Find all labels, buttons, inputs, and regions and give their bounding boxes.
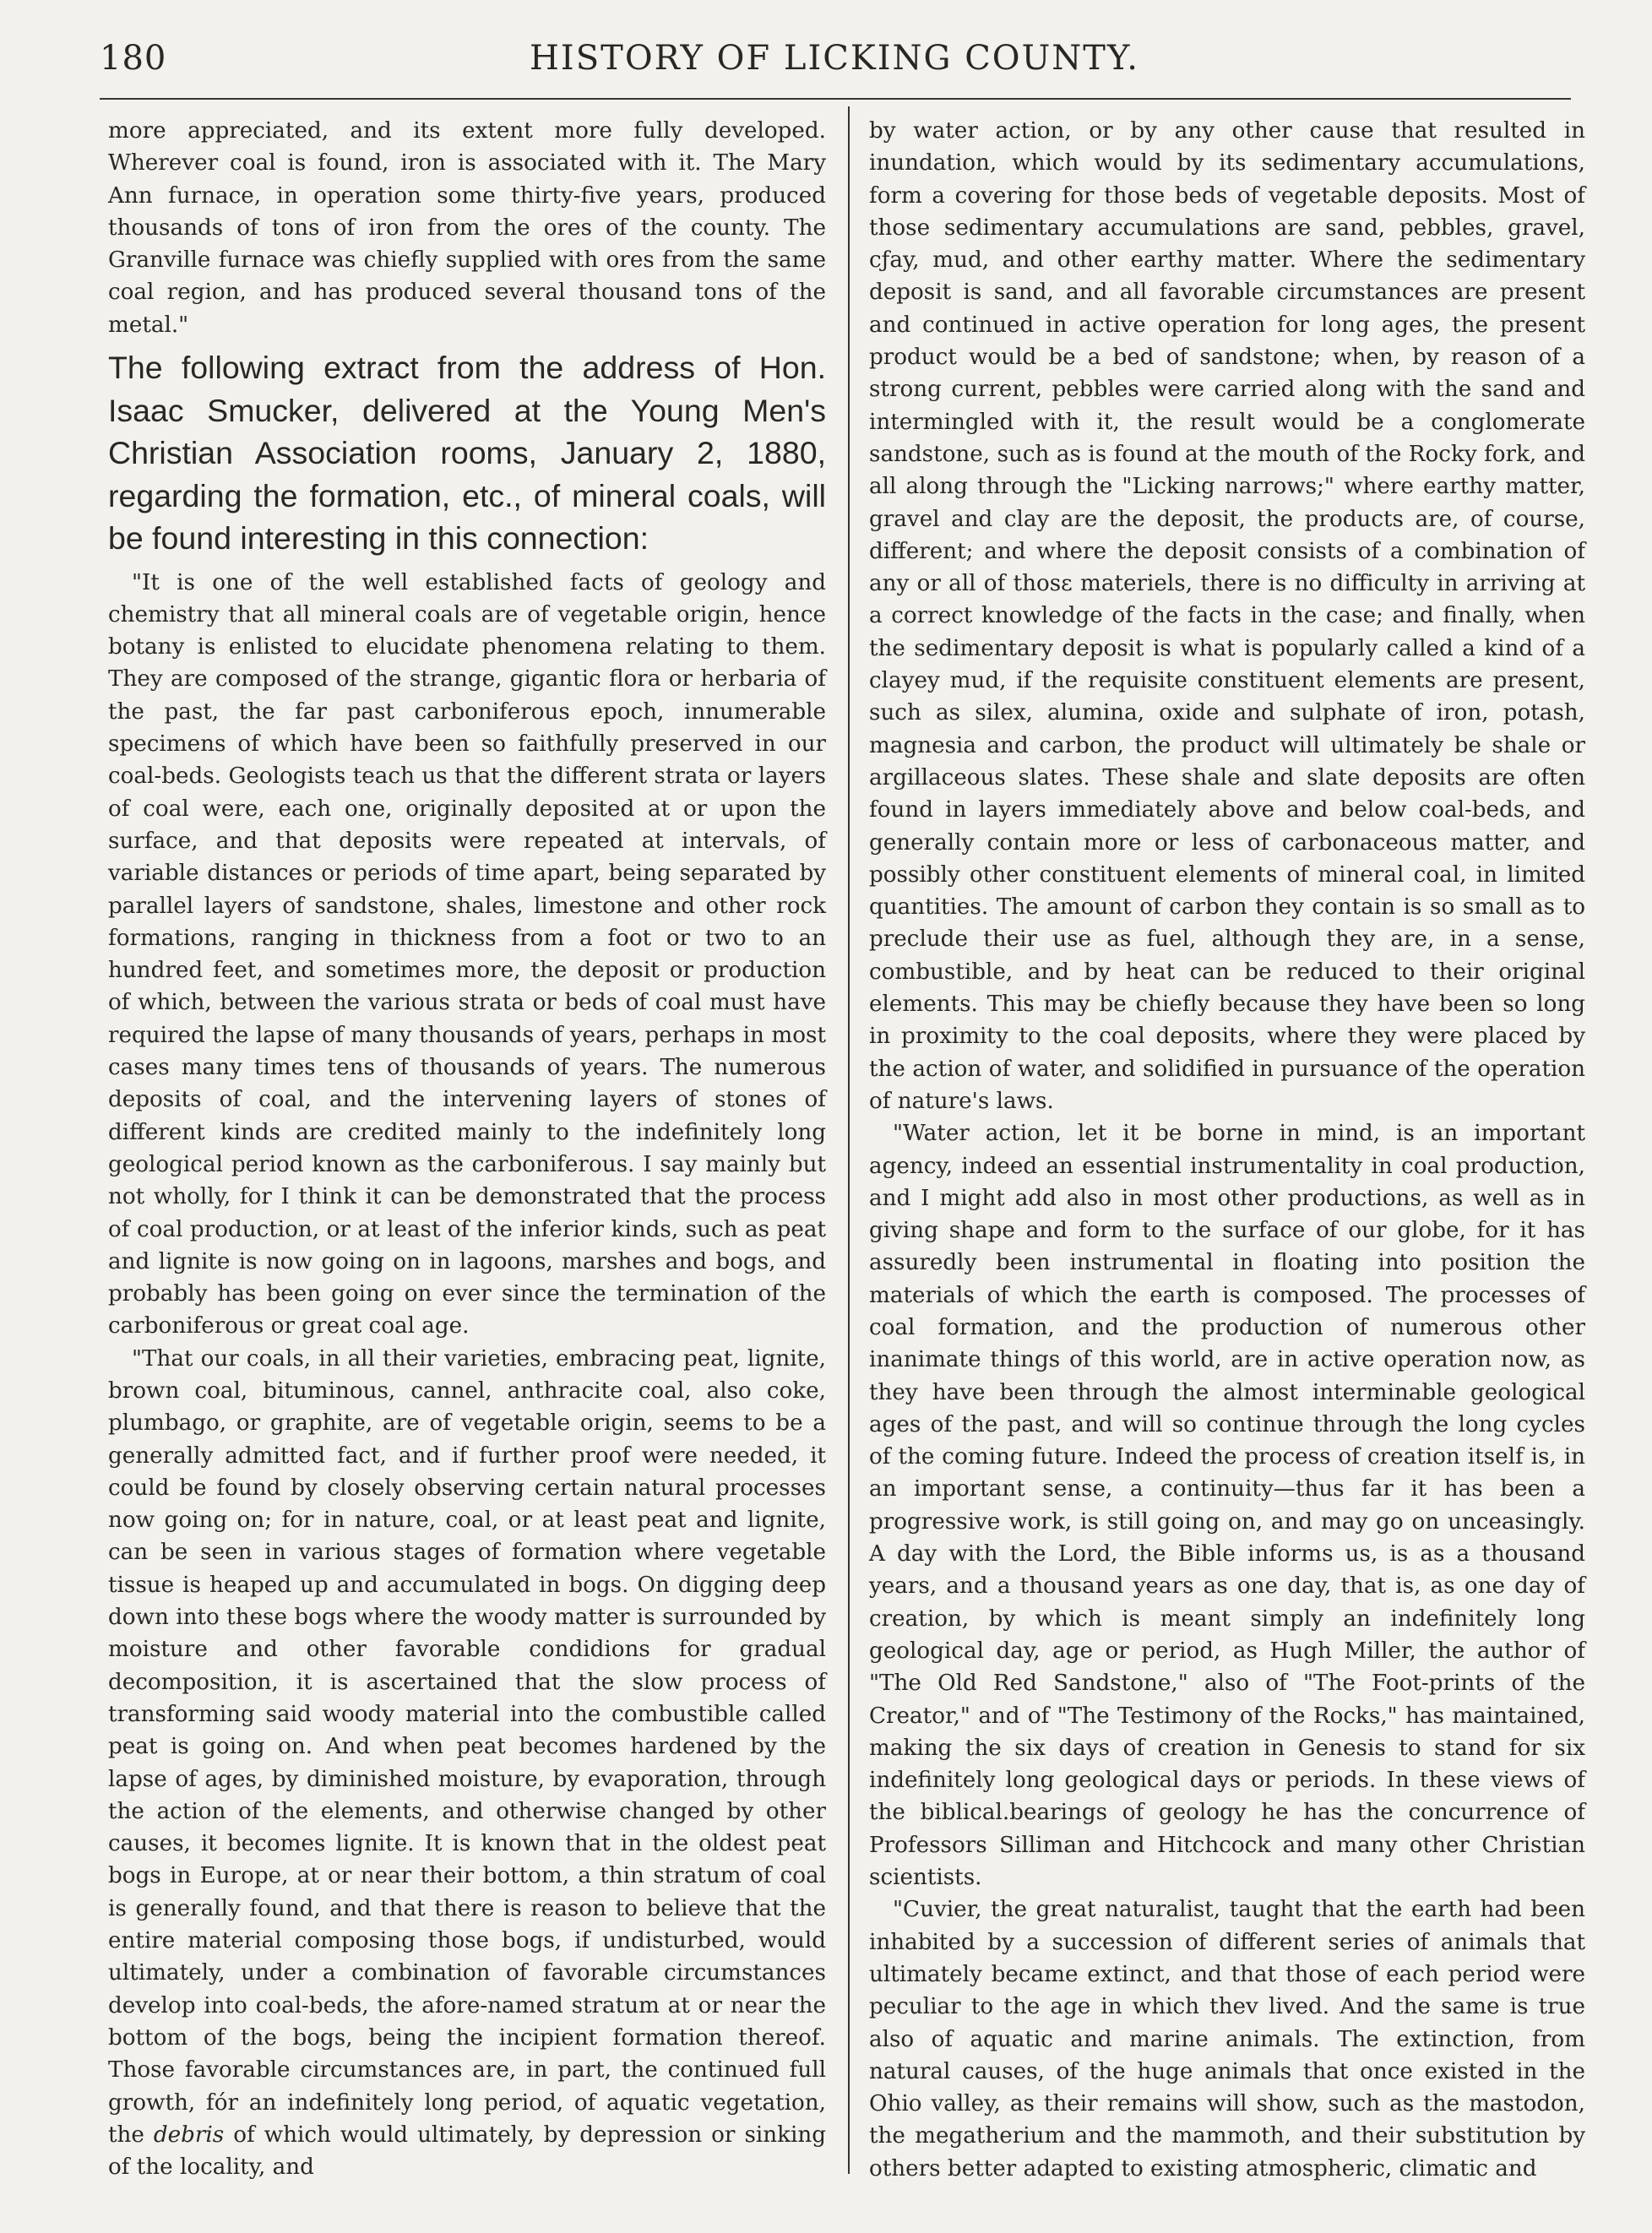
- paragraph-quote-4: "Cuvier, the great naturalist, taught that the earth had been inhabited by a succession of different series of animals that ultimately became extinct, and that those of each period were peculiar to the age in which thev lived. And the same is true also of aquatic and marine animals. The extinction, from natural causes, of the huge animals that once existed in the Ohio valley, as their remains will show, such as the mastodon, the megatherium and the mammoth, and their substitution by others better adapted to existing atmospheric, climatic and: [869, 1897, 1585, 2181]
- page-number: 180: [100, 39, 167, 78]
- italic-term: debris: [153, 2122, 225, 2148]
- paragraph-continued: more appreciated, and its extent more fully developed. Wherever coal is found, iron is associated with it. The Mary Ann furnace, in operation some thirty-five years, produced thousands of tons of iron from the ores of the county. The Granville furnace was chiefly supplied with ores from the same coal region, and has produced several thousand tons of the metal.": [108, 118, 826, 338]
- header-rule: [100, 98, 1571, 100]
- page-header: [100, 32, 1569, 91]
- left-column: [108, 115, 826, 2183]
- column-divider: [848, 106, 850, 2174]
- lead-paragraph: The following extract from the address of Hon. Isaac Smucker, delivered at the Young Men's Christian Association rooms, January 2, 1880, regarding the formation, etc., of mineral coals, will be found interesting in this connection:: [108, 350, 826, 557]
- paragraph-text: "That our coals, in all their varieties, embracing peat, lignite, brown coal, bituminous, cannel, anthracite coal, also coke, plumbago, or graphite, are of vegetable origin, seems to be a generally admitted fact, and if further proof were needed, it could be found by closely observing certain natural processes now going on; for in nature, coal, or at least peat and lignite, can be seen in various stages of formation where vegetable tissue is heaped up and accumulated in bogs. On digging deep down into these bogs where the woody matter is surrounded by moisture and other favorable condidions for gradual decomposition, it is ascertained that the slow process of transforming said woody material into the combustible called peat is going on. And when peat becomes hardened by the lapse of ages, by diminished moisture, by evaporation, through the action of the elements, and otherwise changed by other causes, it becomes lignite. It is known that in the oldest peat bogs in Europe, at or near their bottom, a thin stratum of coal is generally found, and that there is reason to believe that the entire material composing those bogs, if undisturbed, would ultimately, under a combination of favorable circumstances develop into coal-beds, the afore-named stratum at or near the bottom of the bogs, being the incipient formation thereof. Those favorable circumstances are, in part, the continued full growth, fόr an indefinitely long period, of aquatic vegetation, the: [108, 1345, 826, 2148]
- paragraph-quote-1: "It is one of the well established facts of geology and chemistry that all mineral coals are of vegetable origin, hence botany is enlisted to elucidate phenomena relating to them. They are composed of the strange, gigantic flora or herbaria of the past, the far past carboniferous epoch, innumerable specimens of which have been so faithfully preserved in our coal-beds. Geologists teach us that the different strata or layers of coal were, each one, originally deposited at or upon the surface, and that deposits were repeated at intervals, of variable distances or periods of time apart, being separated by parallel layers of sandstone, shales, limestone and other rock formations, ranging in thickness from a foot or two to an hundred feet, and sometimes more, the deposit or production of which, between the various strata or beds of coal must have required the lapse of many thousands of years, perhaps in most cases many times tens of thousands of years. The numerous deposits of coal, and the intervening layers of stones of different kinds are credited mainly to the indefinitely long geological period known as the carboniferous. I say mainly but not wholly, for I think it can be demonstrated that the process of coal production, or at least of the inferior kinds, such as peat and lignite is now going on in lagoons, marshes and bogs, and probably has been going on ever since the termination of the carboniferous or great coal age.: [108, 569, 826, 1339]
- right-column: [869, 115, 1585, 2185]
- paragraph-quote-3: "Water action, let it be borne in mind, is an important agency, indeed an essential instrumentality in coal production, and I might add also in most other productions, as well as in giving shape and form to the surface of our globe, for it has assuredly been instrumental in floating into position the materials of which the earth is composed. The processes of coal formation, and the production of numerous other inanimate things of this world, are in active operation now, as they have been through the almost interminable geological ages of the past, and will so continue through the long cycles of the coming future. Indeed the process of creation itself is, in an important sense, a continuity—thus far it has been a progressive work, is still going on, and may go on unceasingly. A day with the Lord, the Bible informs us, is as a thousand years, and a thousand years as one day, that is, as one day of creation, by which is meant simply an indefinitely long geological day, age or period, as Hugh Miller, the author of "The Old Red Sandstone," also of "The Foot-prints of the Creator," and of "The Testimony of the Rocks," has maintained, making the six days of creation in Genesis to stand for six indefinitely long geological days or periods. In these views of the biblical.bearings of geology he has the concurrence of Professors Silliman and Hitchcock and many other Christian scientists.: [869, 1121, 1585, 1891]
- paragraph-continued: by water action, or by any other cause that resulted in inundation, which would by its sedimentary accumulations, form a covering for those beds of vegetable deposits. Most of those sedimentary accumulations are sand, pebbles, gravel, cƒay, mud, and other earthy matter. Where the sedimentary deposit is sand, and all favorable circumstances are present and continued in active operation for long ages, the present product would be a bed of sandstone; when, by reason of a strong current, pebbles were carried along with the sand and intermingled with it, the result would be a conglomerate sandstone, such as is found at the mouth of the Rocky fork, and all along through the "Licking narrows;" where earthy matter, gravel and clay are the deposit, the products are, of course, different; and where the deposit consists of a combination of any or all of thosε materiels, there is no difficulty in arriving at a correct knowledge of the facts in the case; and finally, when the sedimentary deposit is what is popularly called a kind of a clayey mud, if the requisite constituent elements are present, such as silex, alumina, oxide and sulphate of iron, potash, magnesia and carbon, the product will ultimately be shale or argillaceous slates. These shale and slate deposits are often found in layers immediately above and below coal-beds, and generally contain more or less of carbonaceous matter, and possibly other constituent elements of mineral coal, in limited quantities. The amount of carbon they contain is so small as to preclude their use as fuel, although they are, in a sense, combustible, and by heat can be reduced to their original elements. This may be chiefly because they have been so long in proximity to the coal deposits, where they were placed by the action of water, and solidified in pursuance of the operation of nature's laws.: [869, 118, 1585, 1114]
- running-title: HISTORY OF LICKING COUNTY.: [530, 39, 1139, 78]
- paragraph-text: of which would ultimately, by depression or sinking of the locality, and: [108, 2122, 826, 2181]
- paragraph-quote-2: [108, 1343, 826, 2184]
